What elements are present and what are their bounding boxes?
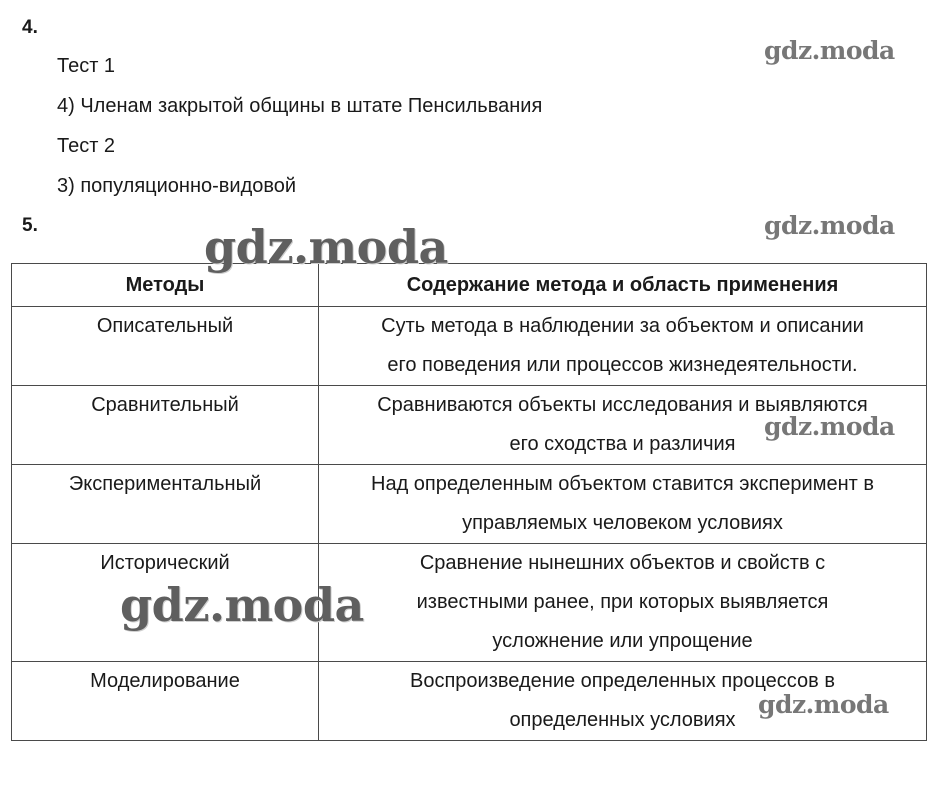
content-line: усложнение или упрощение [492, 630, 753, 652]
method-cell [12, 465, 319, 544]
test-1-label: Тест 1 [57, 55, 116, 77]
watermark: gdz.moda [204, 220, 448, 274]
content-line: управляемых человеком условиях [462, 512, 783, 534]
method-name: Сравнительный [91, 394, 239, 416]
watermark: gdz.moda [764, 36, 895, 65]
section-5-number: 5. [22, 215, 38, 236]
content-line: Суть метода в наблюдении за объектом и описании [381, 315, 864, 337]
header-content: Содержание метода и область применения [319, 264, 927, 307]
header-methods: Методы [12, 264, 319, 307]
content-cell [319, 662, 927, 741]
watermark: gdz.moda [764, 211, 895, 240]
content-line: известными ранее, при которых выявляется [416, 591, 829, 613]
content-cell [319, 465, 927, 544]
method-name: Моделирование [90, 670, 240, 692]
test-2-label: Тест 2 [57, 135, 116, 157]
table-row [12, 662, 927, 741]
method-name: Экспериментальный [68, 473, 262, 495]
method-name: Исторический [100, 552, 230, 574]
table-header-row [12, 264, 927, 307]
methods-table [11, 263, 927, 741]
test-1-answer: 4) Членам закрытой общины в штате Пенсильвания [57, 95, 543, 117]
content-cell [319, 386, 927, 465]
watermark: gdz.moda [120, 578, 364, 632]
test-2-answer: 3) популяционно-видовой [57, 175, 297, 197]
content-line: его сходства и различия [509, 433, 736, 455]
table-row [12, 386, 927, 465]
content-line: Воспроизведение определенных процессов в [410, 670, 835, 692]
content-cell [319, 307, 927, 386]
content-line: определенных условиях [509, 709, 736, 731]
content-line: Сравниваются объекты исследования и выявляются [377, 394, 868, 416]
watermark: gdz.moda [764, 412, 895, 441]
content-line: Над определенным объектом ставится эксперимент в [371, 473, 874, 495]
content-cell [319, 544, 927, 662]
table-row [12, 307, 927, 386]
method-cell [12, 662, 319, 741]
content-line: Сравнение нынешних объектов и свойств с [419, 552, 826, 574]
method-cell [12, 386, 319, 465]
watermark: gdz.moda [758, 690, 889, 719]
section-4-number: 4. [22, 17, 38, 38]
content-line: его поведения или процессов жизнедеятельности. [387, 354, 858, 376]
table-row [12, 544, 927, 662]
table-row [12, 465, 927, 544]
method-name: Описательный [96, 315, 234, 337]
method-cell [12, 544, 319, 662]
method-cell [12, 307, 319, 386]
